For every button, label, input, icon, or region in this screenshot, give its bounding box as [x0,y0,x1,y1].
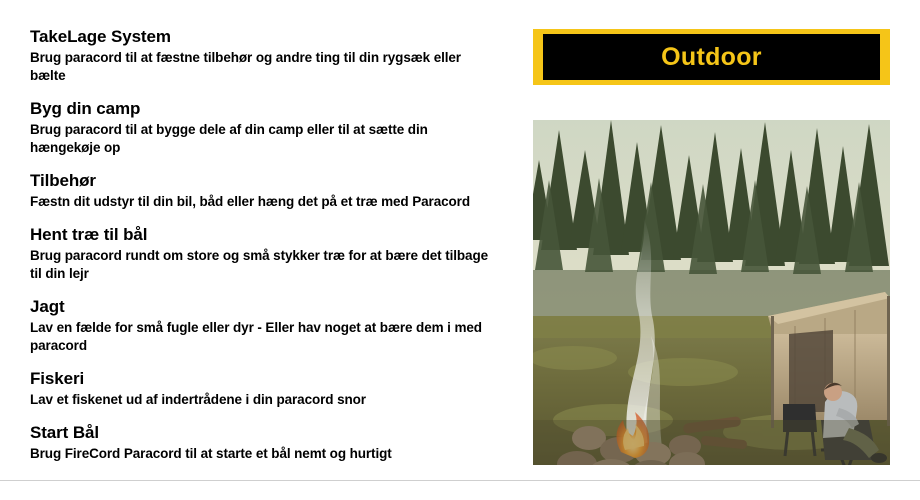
feature-description: Brug paracord til at fæstne tilbehør og andre ting til din rygsæk eller bælte [30,50,461,84]
list-item [30,170,500,211]
banner-area [533,29,890,85]
banner-inner-box [543,34,880,80]
feature-description: Brug FireCord Paracord til at starte et bål nemt og hurtigt [30,445,392,461]
list-item [30,26,500,85]
feature-description: Fæstn dit udstyr til din bil, båd eller hæng det på et træ med Paracord [30,194,470,209]
feature-description: Lav en fælde for små fugle eller dyr - Eller hav noget at bære dem i med paracord [30,319,482,353]
feature-title: Fiskeri [30,368,85,388]
feature-description: Brug paracord til at bygge dele af din camp eller til at sætte din hængekøje op [30,122,428,155]
feature-description: Lav et fiskenet ud af indertrådene i din paracord snor [30,391,366,407]
bottom-divider [0,480,920,481]
list-item [30,296,500,355]
list-item [30,98,500,157]
feature-title: Byg din camp [30,98,141,118]
feature-title: Hent træ til bål [30,224,148,244]
feature-list [30,26,500,463]
outdoor-banner [533,29,890,85]
banner-title: Outdoor [661,42,762,71]
feature-title: TakeLage System [30,27,171,46]
feature-title: Jagt [30,296,65,316]
campsite-photo [533,120,890,465]
list-item [30,422,500,463]
list-item [30,368,500,409]
list-item [30,224,500,283]
feature-title: Start Bål [30,422,100,442]
feature-description: Brug paracord rundt om store og små stykker træ for at bære det tilbage til din lejr [30,248,488,281]
feature-title: Tilbehør [30,170,96,190]
